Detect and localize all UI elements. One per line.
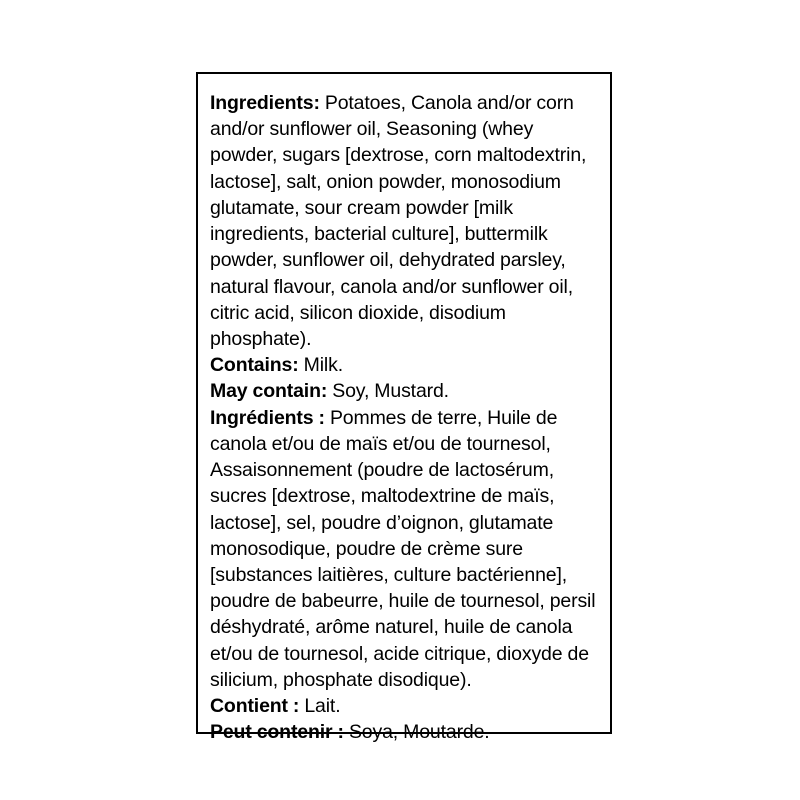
may-contain-english-heading: May contain:: [210, 380, 328, 403]
contains-english-paragraph: [210, 352, 596, 378]
ingredients-french-text: Pommes de terre, Huile de canola et/ou de maïs et/ou de tournesol, Assaisonnement (poudre de lactosérum, sucres [dextrose, maltodextrine de maïs, lactose], sel, poudre d’oignon, glutamate monosodique, poudre de crème sure [substances laitières, culture bactérienne], poudre de babeurre, huile de tournesol, persil déshydraté, arôme naturel, huile de canola et/ou de tournesol, acide citrique, dioxyde de silicium, phosphate disodique).: [210, 406, 596, 691]
ingredients-french-paragraph: [210, 405, 596, 693]
may-contain-french-paragraph: [210, 719, 596, 745]
ingredients-english-heading: Ingredients:: [210, 92, 320, 114]
ingredients-english-paragraph: [210, 90, 596, 352]
may-contain-french-heading: Peut contenir :: [210, 721, 344, 744]
ingredients-french-heading: Ingrédients :: [210, 406, 325, 429]
contains-french-paragraph: [210, 693, 596, 719]
may-contain-french-text: Soya, Moutarde.: [343, 721, 490, 744]
ingredients-english-text: Potatoes, Canola and/or corn and/or sunflower oil, Seasoning (whey powder, sugars [dextrose, corn maltodextrin, lactose], salt, onion powder, monosodium glutamate, sour cream powder [milk ingredients, bacterial culture], buttermilk powder, sunflower oil, dehydrated parsley, natural flavour, canola and/or sunflower oil, citric acid, silicon dioxide, disodium phosphate).: [210, 92, 587, 350]
contains-english-heading: Contains:: [210, 354, 299, 377]
may-contain-english-paragraph: [210, 378, 596, 404]
contains-french-heading: Contient :: [210, 695, 300, 718]
contains-english-text: Milk.: [298, 354, 343, 377]
label-content: [198, 74, 610, 755]
contains-french-text: Lait.: [299, 695, 341, 718]
may-contain-english-text: Soy, Mustard.: [327, 380, 449, 403]
ingredients-label-panel: [196, 72, 612, 744]
